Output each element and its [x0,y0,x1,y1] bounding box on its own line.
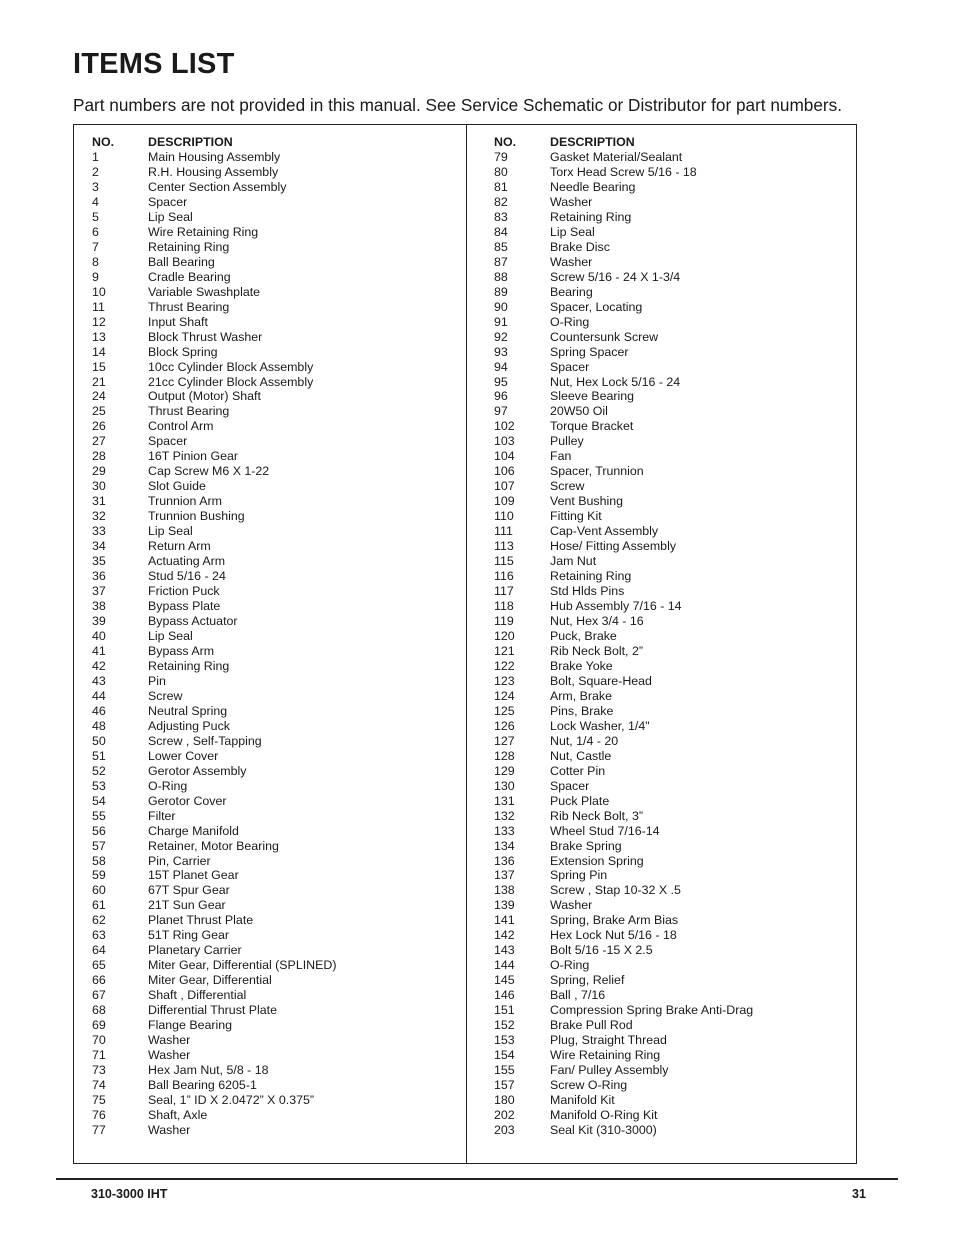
item-description: Hose/ Fitting Assembly [550,539,677,554]
item-number: 55 [92,808,106,823]
item-number: 9 [92,269,99,284]
item-description: Return Arm [148,539,211,554]
item-description: Spring, Brake Arm Bias [550,913,679,928]
item-number: 82 [494,194,508,209]
item-number: 133 [494,823,515,838]
item-number: 157 [494,1078,515,1093]
item-description: Retaining Ring [148,658,230,673]
item-description: Control Arm [148,419,214,434]
item-number: 14 [92,344,106,359]
item-number: 141 [494,913,515,928]
item-number: 26 [92,419,106,434]
item-number: 12 [92,314,106,329]
item-description: Gasket Material/Sealant [550,149,683,164]
item-number: 145 [494,973,515,988]
item-number: 109 [494,494,515,509]
item-number: 92 [494,329,508,344]
item-description: Retaining Ring [550,569,632,584]
item-number: 151 [494,1003,515,1018]
item-number: 59 [92,868,106,883]
item-number: 119 [494,614,514,628]
item-number: 53 [92,778,106,793]
item-description: Vent Bushing [550,494,624,509]
item-number: 50 [92,733,106,748]
item-description: Spring Spacer [550,344,629,359]
item-number: 30 [92,479,106,494]
item-number: 43 [92,673,106,688]
item-number: 117 [494,584,514,599]
item-number: 113 [494,539,514,554]
item-description: Std Hlds Pins [550,584,625,599]
item-number: 96 [494,389,508,404]
document-id: 310-3000 IHT [91,1187,168,1201]
item-number: 70 [92,1033,106,1048]
item-description: Bypass Actuator [148,614,238,628]
item-description: Filter [148,808,176,823]
item-description: Nut, Castle [550,748,612,763]
item-number: 62 [92,913,106,928]
item-description: Input Shaft [148,314,208,329]
item-number: 2 [92,164,99,179]
item-description: Cradle Bearing [148,269,231,284]
item-number: 7 [92,239,99,254]
item-description: Jam Nut [550,554,597,569]
item-number: 139 [494,898,515,913]
item-description: Compression Spring Brake Anti-Drag [550,1003,754,1018]
item-number: 42 [92,658,106,673]
item-description: Slot Guide [148,479,206,494]
item-description: Block Thrust Washer [148,329,263,344]
item-number: 115 [494,554,514,569]
item-description: Spacer [148,194,188,209]
item-number: 15 [92,359,106,374]
item-number: 83 [494,209,508,224]
item-description: Fan/ Pulley Assembly [550,1063,669,1078]
item-description: Washer [550,254,593,269]
item-number: 71 [92,1048,106,1063]
item-number: 134 [494,838,515,853]
item-number: 57 [92,838,106,853]
item-description: Washer [148,1048,191,1063]
item-number: 6 [92,224,99,239]
item-description: 21cc Cylinder Block Assembly [148,374,314,389]
item-description: Rib Neck Bolt, 3” [550,808,643,823]
item-number: 121 [494,643,515,658]
item-description: Gerotor Assembly [148,763,247,778]
item-description: Lip Seal [148,628,193,643]
item-number: 35 [92,554,106,569]
item-description: Brake Yoke [550,658,613,673]
item-number: 127 [494,733,515,748]
item-number: 87 [494,254,508,269]
item-description: Seal, 1” ID X 2.0472” X 0.375” [148,1093,314,1107]
item-number: 64 [92,943,106,958]
item-description: Washer [550,898,593,913]
item-number: 103 [494,434,515,449]
item-description: Ball , 7/16 [550,988,606,1003]
item-number: 25 [92,404,106,419]
item-number: 66 [92,973,106,988]
item-number: 142 [494,928,515,943]
item-description: Spacer [550,778,590,793]
item-description: Puck Plate [550,793,610,808]
item-number: 51 [92,748,106,763]
item-number: 73 [92,1063,106,1078]
item-number: 118 [494,599,514,614]
item-description: O-Ring [550,314,590,329]
item-description: Needle Bearing [550,179,636,194]
item-description: 16T Pinion Gear [148,449,239,464]
item-description: Countersunk Screw [550,329,659,344]
item-description: Extension Spring [550,853,644,868]
item-description: Cap-Vent Assembly [550,524,659,539]
item-description: Output (Motor) Shaft [148,389,261,404]
item-description: O-Ring [148,778,188,793]
item-number: 54 [92,793,106,808]
item-number: 32 [92,509,106,524]
item-number: 11 [92,299,105,314]
item-number: 76 [92,1107,106,1122]
item-number: 37 [92,584,106,599]
item-number: 203 [494,1122,515,1137]
item-number: 146 [494,988,515,1003]
item-description: Screw , Stap 10-32 X .5 [550,883,681,898]
item-description: 67T Spur Gear [148,883,230,898]
item-number: 136 [494,853,515,868]
item-description: Nut, Hex Lock 5/16 - 24 [550,374,681,389]
item-number: 95 [494,374,508,389]
item-number: 60 [92,883,106,898]
item-description: Torque Bracket [550,419,634,434]
item-number: 68 [92,1003,106,1018]
item-description: Wire Retaining Ring [550,1048,661,1063]
item-number: 39 [92,614,106,628]
item-number: 40 [92,628,106,643]
item-number: 94 [494,359,508,374]
item-number: 84 [494,224,508,239]
header-description: DESCRIPTION [148,135,233,149]
header-no: NO. [92,135,115,149]
item-description: Pulley [550,434,584,449]
item-description: Spring Pin [550,868,608,883]
item-number: 123 [494,673,515,688]
item-description: Screw , Self-Tapping [148,733,262,748]
item-number: 129 [494,763,515,778]
item-description: Adjusting Puck [148,718,230,733]
item-description: Nut, 1/4 - 20 [550,733,619,748]
item-description: Brake Pull Rod [550,1018,633,1033]
item-number: 111 [494,524,513,539]
item-number: 75 [92,1093,106,1107]
item-number: 120 [494,628,515,643]
item-number: 31 [92,494,106,509]
item-number: 52 [92,763,106,778]
item-number: 44 [92,688,106,703]
item-number: 137 [494,868,515,883]
item-number: 138 [494,883,515,898]
item-number: 90 [494,299,508,314]
item-description: Brake Disc [550,239,610,254]
item-number: 24 [92,389,106,404]
item-number: 33 [92,524,106,539]
item-description: Retaining Ring [148,239,230,254]
page-number: 31 [852,1187,866,1201]
item-number: 67 [92,988,106,1003]
item-description: Retaining Ring [550,209,632,224]
item-number: 4 [92,194,99,209]
item-number: 154 [494,1048,515,1063]
item-description: Variable Swashplate [148,284,261,299]
item-description: Trunnion Bushing [148,509,245,524]
item-description: 51T Ring Gear [148,928,230,943]
item-description: Plug, Straight Thread [550,1033,667,1048]
item-number: 116 [494,569,514,584]
item-description: Washer [148,1033,191,1048]
item-description: Pin, Carrier [148,853,211,868]
item-description: Puck, Brake [550,628,617,643]
item-number: 38 [92,599,106,614]
item-number: 131 [494,793,515,808]
item-description: Bearing [550,284,593,299]
item-description: Stud 5/16 - 24 [148,569,226,584]
item-number: 13 [92,329,106,344]
item-number: 202 [494,1107,515,1122]
item-number: 143 [494,943,515,958]
item-number: 180 [494,1093,515,1107]
item-number: 110 [494,509,514,524]
item-description: Center Section Assembly [148,179,287,194]
item-number: 34 [92,539,106,554]
item-number: 5 [92,209,99,224]
item-number: 155 [494,1063,515,1078]
item-description: Ball Bearing [148,254,215,269]
item-description: Thrust Bearing [148,299,230,314]
item-description: Screw [148,688,183,703]
item-description: Spacer [550,359,590,374]
item-number: 28 [92,449,106,464]
item-number: 81 [494,179,508,194]
item-description: Miter Gear, Differential (SPLINED) [148,958,337,973]
item-description: Main Housing Assembly [148,149,281,164]
item-description: Bypass Plate [148,599,221,614]
item-number: 29 [92,464,106,479]
item-description: 15T Planet Gear [148,868,239,883]
item-description: Lower Cover [148,748,219,763]
item-description: 20W50 Oil [550,404,608,419]
item-description: Neutral Spring [148,703,228,718]
item-description: Friction Puck [148,584,220,599]
item-description: Block Spring [148,344,218,359]
header-no: NO. [494,135,517,149]
item-description: Spacer, Locating [550,299,643,314]
item-description: Spring, Relief [550,973,625,988]
item-description: Wire Retaining Ring [148,224,259,239]
page-title: ITEMS LIST [73,48,235,80]
item-number: 58 [92,853,106,868]
item-description: Brake Spring [550,838,622,853]
item-description: Bolt 5/16 -15 X 2.5 [550,943,653,958]
item-description: Charge Manifold [148,823,239,838]
item-number: 48 [92,718,106,733]
item-number: 10 [92,284,106,299]
item-description: Torx Head Screw 5/16 - 18 [550,164,697,179]
item-number: 88 [494,269,508,284]
item-description: Thrust Bearing [148,404,230,419]
item-description: Shaft, Axle [148,1107,208,1122]
item-description: Pin [148,673,166,688]
item-description: Pins, Brake [550,703,614,718]
item-number: 153 [494,1033,515,1048]
item-description: Washer [148,1122,191,1137]
item-description: Cotter Pin [550,763,606,778]
item-number: 8 [92,254,99,269]
item-number: 132 [494,808,515,823]
item-description: Differential Thrust Plate [148,1003,278,1018]
item-description: Wheel Stud 7/16-14 [550,823,660,838]
item-number: 106 [494,464,515,479]
item-description: Ball Bearing 6205-1 [148,1078,257,1093]
item-description: Hub Assembly 7/16 - 14 [550,599,682,614]
items-table [73,124,857,1164]
item-number: 74 [92,1078,106,1093]
item-description: R.H. Housing Assembly [148,164,279,179]
item-number: 21 [92,374,106,389]
column-divider [466,125,467,1163]
item-description: 21T Sun Gear [148,898,226,913]
item-description: Manifold O-Ring Kit [550,1107,658,1122]
item-number: 93 [494,344,508,359]
item-description: Spacer, Trunnion [550,464,644,479]
item-number: 27 [92,434,106,449]
item-description: Rib Neck Bolt, 2” [550,643,643,658]
item-description: Shaft , Differential [148,988,247,1003]
item-number: 97 [494,404,508,419]
item-description: Fan [550,449,572,464]
item-description: Washer [550,194,593,209]
item-description: Gerotor Cover [148,793,227,808]
page-subtitle: Part numbers are not provided in this manual. See Service Schematic or Distributor for part numbers. [73,95,843,115]
item-description: Screw [550,479,585,494]
item-description: Lip Seal [148,209,193,224]
item-description: Flange Bearing [148,1018,233,1033]
item-description: Seal Kit (310-3000) [550,1122,657,1137]
item-description: Screw O-Ring [550,1078,628,1093]
item-number: 80 [494,164,508,179]
item-number: 144 [494,958,515,973]
item-description: Screw 5/16 - 24 X 1-3/4 [550,269,681,284]
item-description: Fitting Kit [550,509,602,524]
item-description: Sleeve Bearing [550,389,635,404]
item-number: 79 [494,149,508,164]
item-number: 41 [92,643,106,658]
item-number: 124 [494,688,515,703]
item-number: 69 [92,1018,106,1033]
item-description: Nut, Hex 3/4 - 16 [550,614,644,628]
item-description: Manifold Kit [550,1093,615,1107]
item-number: 104 [494,449,515,464]
item-description: Lock Washer, 1/4" [550,718,650,733]
item-number: 89 [494,284,508,299]
item-description: Lip Seal [550,224,595,239]
item-number: 130 [494,778,515,793]
item-number: 56 [92,823,106,838]
item-description: Spacer [148,434,188,449]
item-number: 1 [92,149,99,164]
item-description: Actuating Arm [148,554,226,569]
item-description: Retainer, Motor Bearing [148,838,279,853]
item-description: Miter Gear, Differential [148,973,272,988]
item-number: 122 [494,658,515,673]
item-description: O-Ring [550,958,590,973]
item-description: Trunnion Arm [148,494,222,509]
item-number: 107 [494,479,515,494]
item-description: Lip Seal [148,524,193,539]
item-description: Arm, Brake [550,688,612,703]
item-description: Planetary Carrier [148,943,242,958]
item-number: 36 [92,569,106,584]
item-number: 77 [92,1122,106,1137]
item-number: 65 [92,958,106,973]
item-number: 85 [494,239,508,254]
item-number: 91 [494,314,508,329]
item-number: 61 [92,898,106,913]
item-number: 63 [92,928,106,943]
item-description: Hex Jam Nut, 5/8 - 18 [148,1063,269,1078]
item-description: 10cc Cylinder Block Assembly [148,359,314,374]
item-number: 46 [92,703,106,718]
item-number: 125 [494,703,515,718]
item-number: 102 [494,419,515,434]
item-description: Cap Screw M6 X 1-22 [148,464,270,479]
item-number: 3 [92,179,99,194]
item-number: 126 [494,718,515,733]
item-number: 152 [494,1018,515,1033]
item-description: Hex Lock Nut 5/16 - 18 [550,928,677,943]
item-description: Bypass Arm [148,643,215,658]
header-description: DESCRIPTION [550,135,635,149]
item-number: 128 [494,748,515,763]
footer-rule [56,1178,898,1180]
item-description: Bolt, Square-Head [550,673,652,688]
item-description: Planet Thrust Plate [148,913,254,928]
